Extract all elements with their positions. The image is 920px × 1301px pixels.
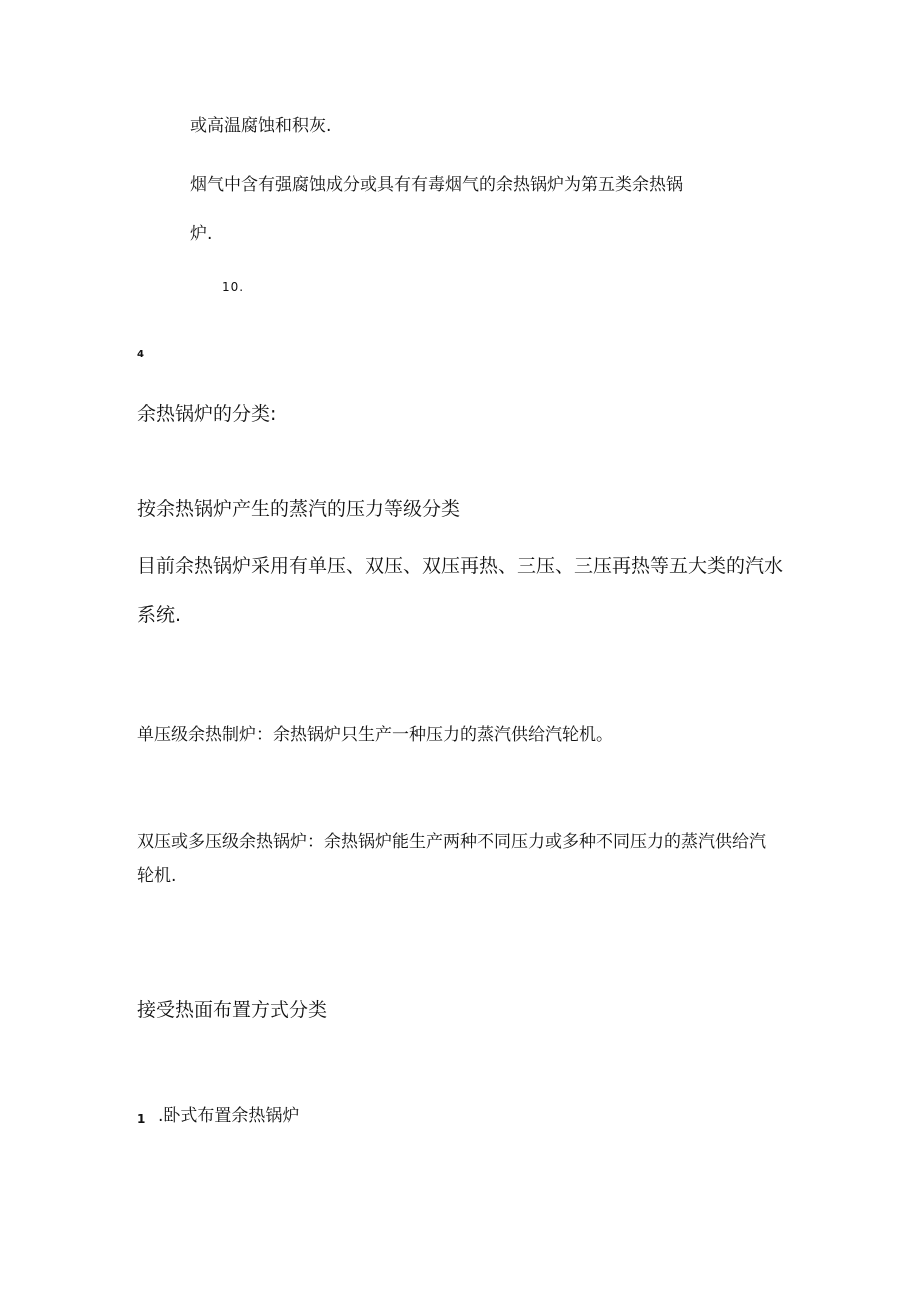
paragraph-line-steam-water-systems: 目前余热锅炉采用有单压、双压、双压再热、三压、三压再热等五大类的汽水 xyxy=(137,555,784,577)
section-number-10: 10. xyxy=(222,280,245,294)
paragraph-line-furnace-end: 炉. xyxy=(190,224,213,244)
paragraph-line-turbine-end: 轮机. xyxy=(137,866,177,886)
heading-boiler-classification: 余热锅炉的分类: xyxy=(137,403,277,425)
paragraph-line-fifth-class: 烟气中含有强腐蚀成分或具有有毒烟气的余热锅炉为第五类余热锅 xyxy=(190,175,683,195)
heading-heating-surface-layout: 接受热面布置方式分类 xyxy=(137,999,328,1021)
paragraph-line-corrosion: 或高温腐蚀和积灰. xyxy=(190,116,332,136)
paragraph-single-pressure-boiler: 单压级余热制炉：余热锅炉只生产一种压力的蒸汽供给汽轮机。 xyxy=(137,725,613,745)
paragraph-line-multi-pressure-boiler: 双压或多压级余热锅炉：余热锅炉能生产两种不同压力或多种不同压力的蒸汽供给汽 xyxy=(137,832,766,852)
paragraph-line-system-end: 系统. xyxy=(137,604,182,626)
list-item-horizontal-boiler: .卧式布置余热锅炉 xyxy=(158,1106,300,1126)
section-number-4: 4 xyxy=(137,349,144,360)
heading-pressure-level-classification: 按余热锅炉产生的蒸汽的压力等级分类 xyxy=(137,498,461,520)
list-item-number: 1 xyxy=(137,1112,146,1126)
